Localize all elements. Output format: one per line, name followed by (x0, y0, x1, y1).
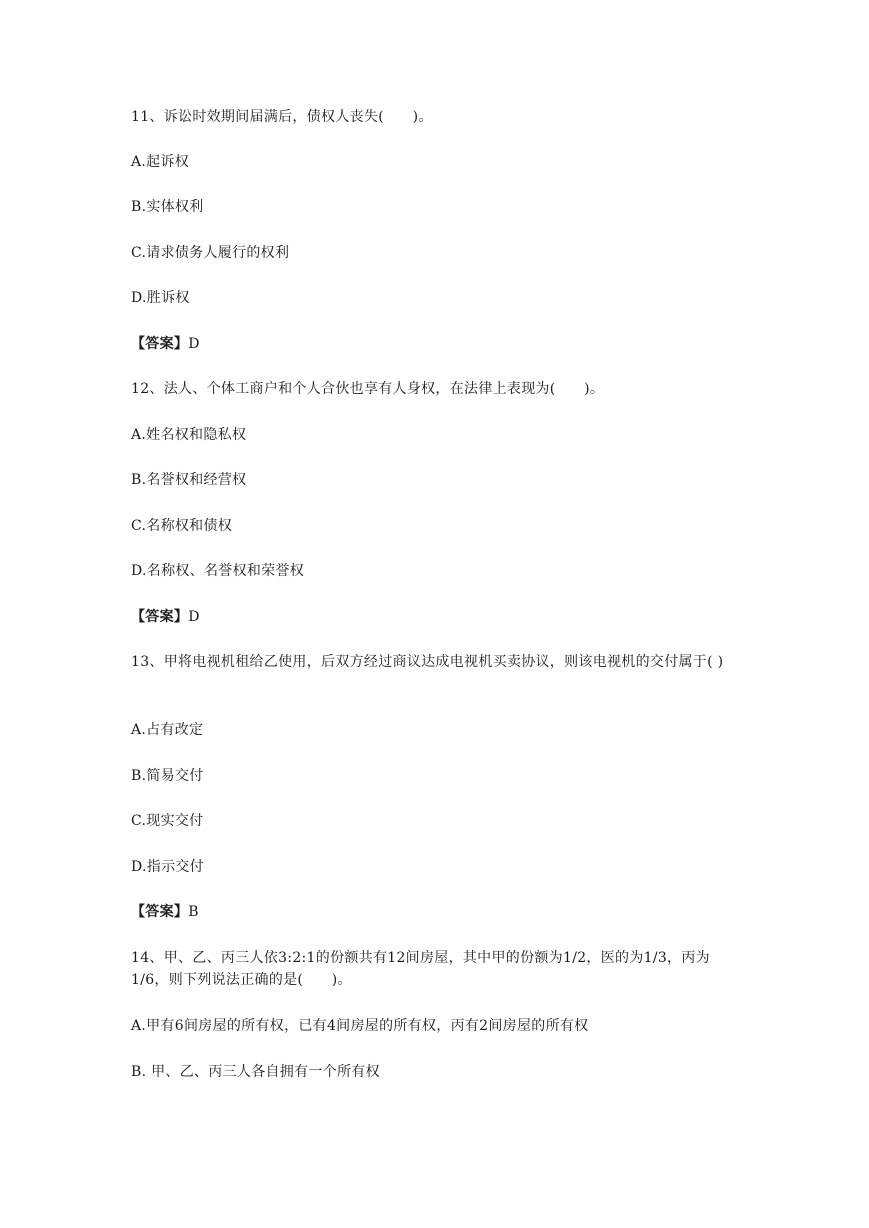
question-13-stem: 13、甲将电视机租给乙使用，后双方经过商议达成电视机买卖协议，则该电视机的交付属于( ) (131, 654, 724, 670)
question-13-option-a: A.占有改定 (131, 722, 204, 738)
question-13-option-c: C.现实交付 (131, 813, 204, 829)
question-14-stem: 14、甲、乙、丙三人依3:2:1的份额共有12间房屋，其中甲的份额为1/2，医的为1/3，丙为1/6，则下列说法正确的是( )。 (131, 950, 710, 988)
question-12-option-a: A.姓名权和隐私权 (131, 427, 247, 443)
answer-label: 【答案】 (131, 336, 189, 352)
answer-value: D (188, 609, 200, 625)
question-13-answer (131, 901, 751, 923)
question-11-option-d: D.胜诉权 (131, 290, 190, 306)
question-12-stem: 12、法人、个体工商户和个人合伙也享有人身权，在法律上表现为( )。 (131, 381, 605, 397)
question-13-option-b: B.简易交付 (131, 768, 204, 784)
answer-value: D (188, 336, 200, 352)
question-14-option-a: A.甲有6间房屋的所有权，已有4间房屋的所有权，丙有2间房屋的所有权 (131, 1018, 589, 1034)
question-12-option-d: D.名称权、名誉权和荣誉权 (131, 563, 305, 579)
question-11-option-c: C.请求债务人履行的权利 (131, 245, 290, 261)
question-11-answer (131, 333, 751, 355)
answer-label: 【答案】 (131, 904, 189, 920)
question-11-option-b: B.实体权利 (131, 199, 204, 215)
answer-label: 【答案】 (131, 609, 189, 625)
question-11-stem: 11、诉讼时效期间届满后，债权人丧失( )。 (131, 109, 433, 125)
question-12-answer (131, 606, 751, 628)
question-12-option-c: C.名称权和债权 (131, 518, 233, 534)
question-11-option-a: A.起诉权 (131, 154, 190, 170)
answer-value: B (188, 904, 199, 920)
question-14-option-b: B. 甲、乙、丙三人各自拥有一个所有权 (131, 1064, 380, 1080)
question-13-option-d: D.指示交付 (131, 859, 204, 875)
question-12-option-b: B.名誉权和经营权 (131, 472, 247, 488)
